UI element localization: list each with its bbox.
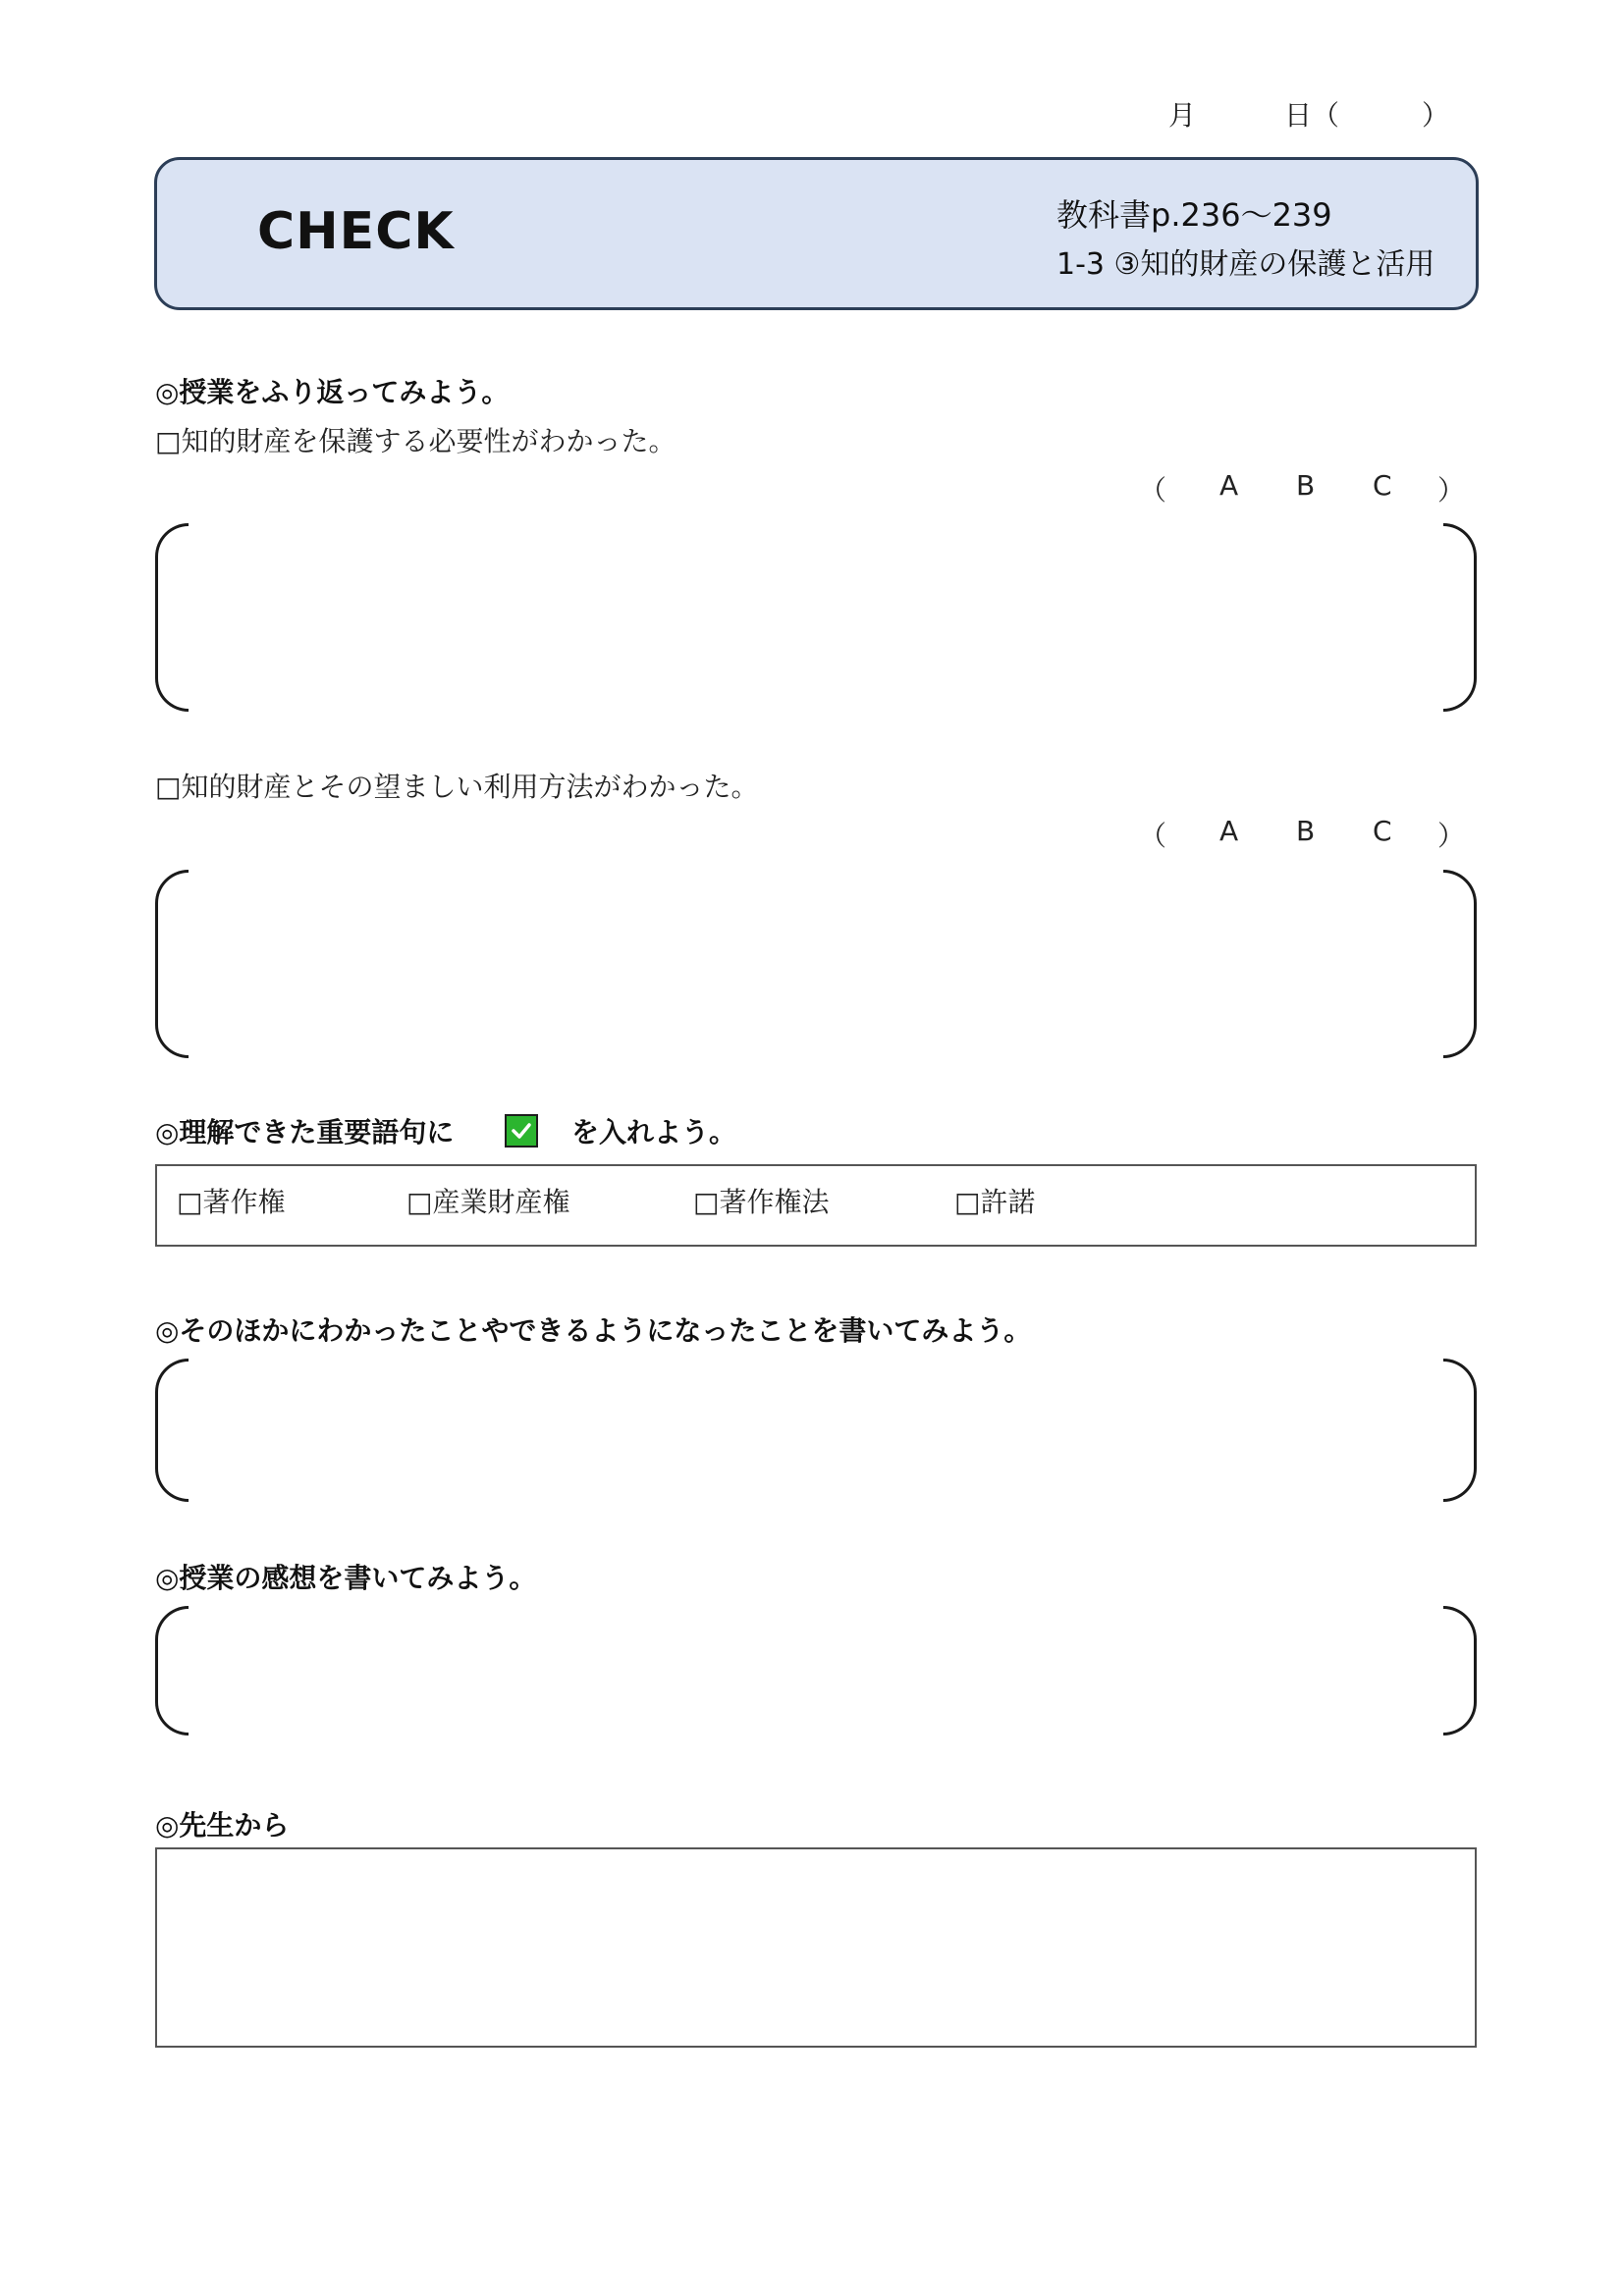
- month-label: 月: [1168, 99, 1197, 132]
- term-copyright-act[interactable]: □著作権法: [693, 1186, 830, 1218]
- bracket-right: [1443, 1606, 1477, 1735]
- textbook-reference: 教科書p.236～239: [1056, 196, 1332, 234]
- rating-2: [1139, 815, 1473, 854]
- answer-box-1[interactable]: [155, 523, 1477, 712]
- date-close-paren: ）: [1422, 99, 1450, 132]
- rating-close: ）: [1437, 820, 1466, 852]
- page-title: CHECK: [257, 202, 455, 261]
- rating-close: ）: [1437, 474, 1466, 507]
- term-copyright[interactable]: □著作権: [177, 1186, 286, 1218]
- green-checkbox-icon: [505, 1114, 538, 1148]
- review-item-2[interactable]: □知的財産とその望ましい利用方法がわかった。: [155, 771, 759, 803]
- review-heading: ◎授業をふり返ってみよう。: [155, 376, 510, 408]
- rating-a[interactable]: A: [1219, 469, 1239, 502]
- other-heading: ◎そのほかにわかったことやできるようになったことを書いてみよう。: [155, 1314, 1032, 1347]
- rating-open: （: [1139, 474, 1167, 507]
- bracket-left: [155, 1359, 189, 1502]
- bracket-right: [1443, 523, 1477, 712]
- answer-box-other[interactable]: [155, 1359, 1477, 1502]
- rating-open: （: [1139, 820, 1167, 852]
- rating-b[interactable]: B: [1296, 469, 1316, 502]
- lesson-title: 1-3 ③知的財産の保護と活用: [1056, 247, 1435, 282]
- review-item-1[interactable]: □知的財産を保護する必要性がわかった。: [155, 425, 676, 457]
- rating-1: [1139, 469, 1473, 508]
- rating-c[interactable]: C: [1373, 469, 1392, 502]
- teacher-comment-box[interactable]: [155, 1847, 1477, 2048]
- answer-box-impression[interactable]: [155, 1606, 1477, 1735]
- terms-heading-suffix: を入れよう。: [571, 1116, 737, 1148]
- day-label: 日（: [1284, 99, 1340, 132]
- terms-heading: ◎理解できた重要語句に: [155, 1116, 455, 1148]
- term-industrial-property[interactable]: □産業財産権: [406, 1186, 570, 1218]
- answer-box-2[interactable]: [155, 870, 1477, 1058]
- impression-heading: ◎授業の感想を書いてみよう。: [155, 1562, 537, 1594]
- bracket-left: [155, 1606, 189, 1735]
- date-row: [1164, 94, 1459, 137]
- bracket-left: [155, 523, 189, 712]
- bracket-right: [1443, 1359, 1477, 1502]
- rating-b[interactable]: B: [1296, 815, 1316, 847]
- term-permission[interactable]: □許諾: [954, 1186, 1036, 1218]
- rating-a[interactable]: A: [1219, 815, 1239, 847]
- rating-c[interactable]: C: [1373, 815, 1392, 847]
- teacher-heading: ◎先生から: [155, 1809, 290, 1842]
- bracket-right: [1443, 870, 1477, 1058]
- bracket-left: [155, 870, 189, 1058]
